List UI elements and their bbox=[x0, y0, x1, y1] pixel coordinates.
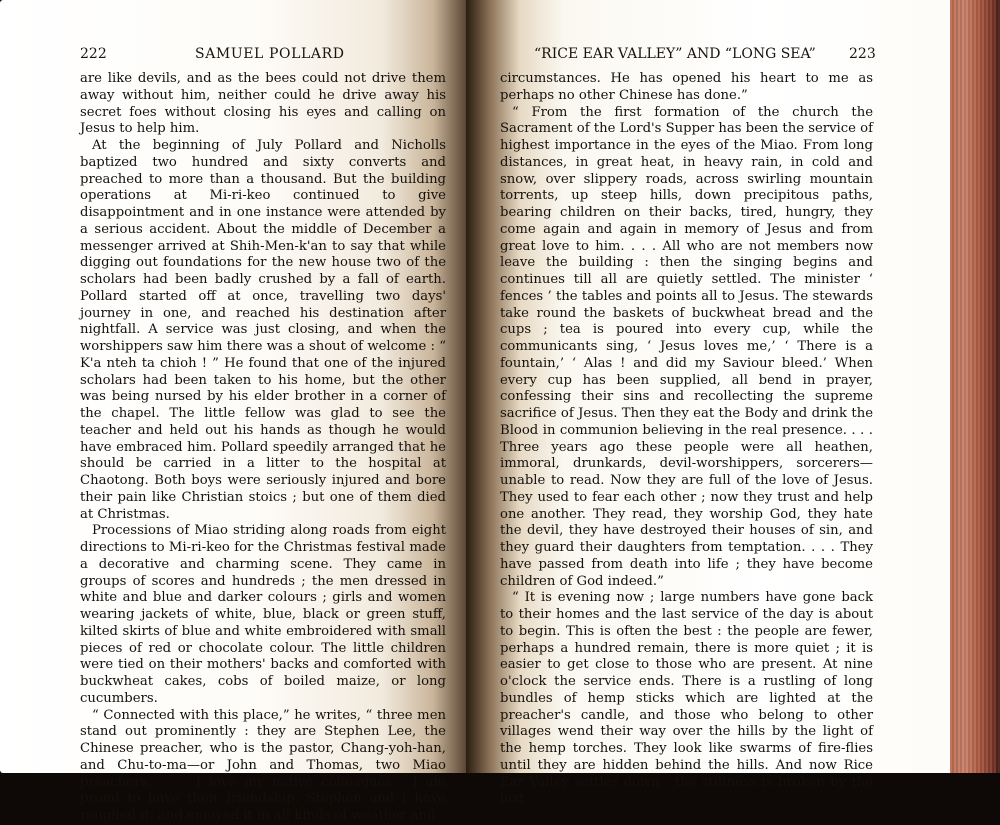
paragraph: “ It is evening now ; large numbers have gone back to their homes and the last service of the day is about to begin. This is often the best : the people are fewer, perhaps a hundred remain, there is more quiet ; it is easier to get close to those who are present. At nine o'clock the service ends. There is a rustling of long bundles of hemp sticks which are lighted at the preacher's candle, and those who belong to other villages wend their way over the hills by the light of the hemp torches. They look like swarms of fire-flies until they are hidden behind the hills. And now Rice Ear Valley settles down : the stillness is broken by the last bbox=[500, 590, 873, 807]
right-running-head: “RICE EAR VALLEY” AND “LONG SEA” bbox=[534, 46, 816, 62]
right-page-number: 223 bbox=[849, 46, 876, 62]
paragraph: Processions of Miao striding along roads from eight directions to Mi-ri-keo for the Christmas festival made a decorative and charming scene. They came in groups of scores and hundreds ; the men dressed in white and blue and darker colours ; girls and women wearing jackets of white, blue, black or green stuff, kilted skirts of blue and white embroidered with small pieces of red or chocolate colour. The little children were tied on their mothers' backs and comforted with buckwheat cakes, cobs of boiled maize, or long cucumbers. bbox=[80, 523, 446, 706]
paragraph: circumstances. He has opened his heart to me as perhaps no other Chinese has done.” bbox=[500, 71, 873, 103]
paragraph: At the beginning of July Pollard and Nicholls baptized two hundred and sixty converts and preached to more than a thousand. But the building operations at Mi-ri-keo continued to give disappointment and in one instance were attended by a serious accident. About the middle of December a messenger arrived at Shih-Men-k'an to say that while digging out foundations for the new house two of the scholars had been badly crushed by a fall of earth. Pollard started off at once, travelling two days' journey in one, and reached his destination after nightfall. A service was just closing, and when the worshippers saw him there was a shout of welcome : “ K'a nteh ta chioh ! ” He found that one of the injured scholars had been taken to his home, but the other was being nursed by his elder brother in a corner of the chapel. The little fellow was glad to see the teacher and held out his hands as though he would have embraced him. Pollard speedily arranged that he should be carried in a litter to the hospital at Chaotong. Both boys were seriously injured and bore their pain like Christian stoics ; but one of them died at Christmas. bbox=[80, 138, 446, 522]
left-page-number: 222 bbox=[80, 46, 107, 62]
left-running-head: SAMUEL POLLARD bbox=[195, 46, 345, 62]
paragraph: are like devils, and as the bees could not drive them away without him, neither could he drive away his secret foes without closing his eyes and calling on Jesus to help him. bbox=[80, 71, 446, 137]
paragraph: “ Connected with this place,” he writes, “ three men stand out prominently : they are Stephen Lee, the Chinese preacher, who is the pastor, Chang-yoh-han, and Chu-to-ma—or John and Thomas, two Miao preachers. . . . I love my native colleagues ; I am proud to have their friendship. Stephen and I have roughed it, and enjoyed it in all kinds of weather and bbox=[80, 707, 446, 823]
paragraph: “ From the first formation of the church the Sacrament of the Lord's Supper has been the service of highest importance in the eyes of the Miao. From long distances, in great heat, in heavy rain, in cold and snow, over slippery roads, across swirling mountain torrents, up steep hills, down precipitous paths, bearing children on their backs, tired, hungry, they come again and again in memory of Jesus and from great love to him. . . . All who are not members now leave the building : then the singing begins and continues till all are quietly settled. The minister ‘ fences ’ the tables and points all to Jesus. The stewards take round the baskets of buckwheat bread and the cups ; tea is poured into every cup, while the communicants sing, ‘ Jesus loves me,’ ‘ There is a fountain,’ ‘ Alas ! and did my Saviour bleed.’ When every cup has been supplied, all bend in prayer, confessing their sins and recollecting the supreme sacrifice of Jesus. Then they eat the Body and drink the Blood in communion believing in the real presence. . . . Three years ago these people were all heathen, immoral, drunkards, devil-worshippers, sorcerers—unable to read. Now they are full of the love of Jesus. They used to fear each other ; now they trust and help one another. They read, they worship God, they hate the devil, they have destroyed their houses of sin, and they guard their daughters from temptation. . . . They have passed from death into life ; they have become children of God indeed.” bbox=[500, 104, 873, 589]
left-page-body bbox=[80, 71, 446, 825]
page-edges bbox=[950, 0, 1000, 773]
right-page-body bbox=[500, 71, 873, 808]
